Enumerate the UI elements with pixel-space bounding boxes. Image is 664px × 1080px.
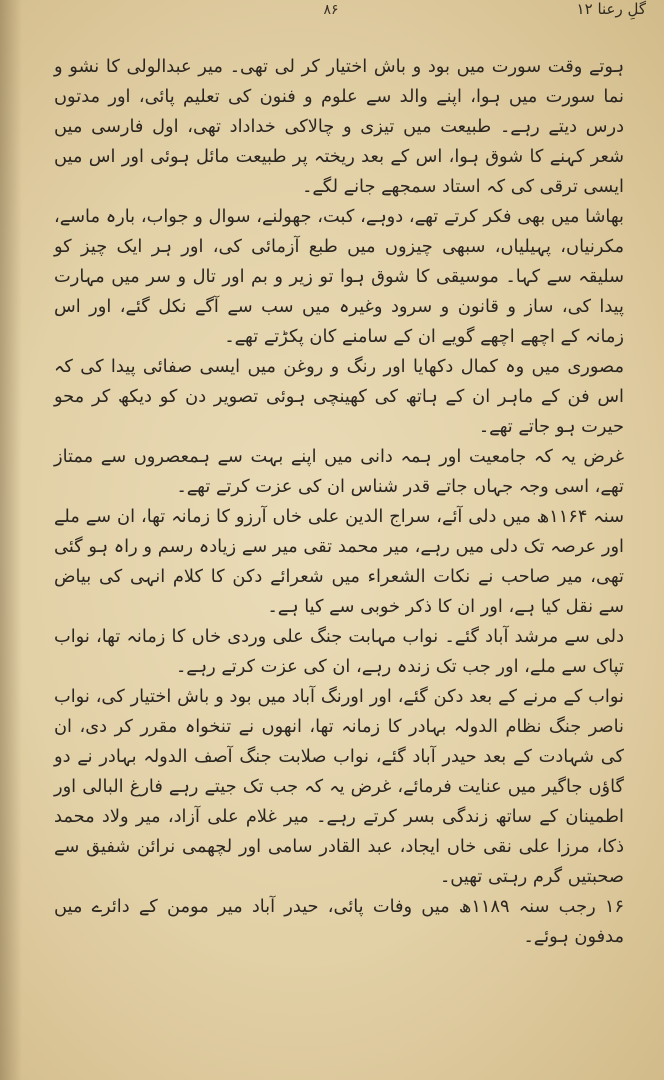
page-body [54,52,624,1060]
running-head: گلِ رعنا ۱۲ [576,0,646,18]
paragraph: مصوری میں وہ کمال دکھایا اور رنگ و روغن میں ایسی صفائی پیدا کی کہ اس فن کے ماہر ان کے ہاتھ کی کھینچی ہوئی تصویر دن کو دیکھ کر محو حیرت ہو جاتے تھے۔ [54,356,624,437]
paragraph: ہوتے وقت سورت میں بود و باش اختیار کر لی تھی۔ میر عبدالولی کا نشو و نما سورت میں ہوا، اپنے والد سے علوم و فنون کی تعلیم پائی، اور مدتوں درس دیتے رہے۔ طبیعت میں تیزی و چالاکی خداداد تھی، اول فارسی میں شعر کہنے کا شوق ہوا، اس کے بعد ریختہ پر طبیعت مائل ہوئی اور اس میں ایسی ترقی کی کہ استاد سمجھے جانے لگے۔ [54,56,624,197]
paragraph: دلی سے مرشد آباد گئے۔ نواب مہابت جنگ علی وردی خاں کا زمانہ تھا، نواب تپاک سے ملے، اور جب تک زندہ رہے، ان کی عزت کرتے رہے۔ [54,626,624,677]
paragraph: غرض یہ کہ جامعیت اور ہمہ دانی میں اپنے بہت سے ہمعصروں سے ممتاز تھے، اسی وجہ جہاں جاتے قدر شناس ان کی عزت کرتے تھے۔ [54,446,624,497]
page-number: ۸۶ [323,2,339,18]
binding-shadow [0,0,22,1080]
paragraph: نواب کے مرنے کے بعد دکن گئے، اور اورنگ آباد میں بود و باش اختیار کی، نواب ناصر جنگ نظام الدولہ بہادر کا زمانہ تھا، انھوں نے تنخواہ مقرر کر دی، ان کی شہادت کے بعد حیدر آباد گئے، نواب صلابت جنگ آصف الدولہ بہادر نے دو گاؤں جاگیر میں عنایت فرمائے، غرض یہ کہ جب تک جیتے رہے فارغ البالی اور اطمینان کے ساتھ زندگی بسر کرتے رہے۔ میر غلام علی آزاد، میر ولاد محمد ذکا، مرزا علی نقی خاں ایجاد، عبد القادر سامی اور لچھمی نرائن شفیق سے صحبتیں گرم رہتی تھیں۔ [54,686,624,887]
paragraph: بھاشا میں بھی فکر کرتے تھے، دوہے، کبت، جھولنے، سوال و جواب، بارہ ماسے، مکرنیاں، پہیلیاں، سبھی چیزوں میں طبع آزمائی کی، اور ہر ایک چیز کو سلیقہ سے کہا۔ موسیقی کا شوق ہوا تو زیر و بم اور تال و سر میں مہارت پیدا کی، ساز و قانون و سرود وغیرہ میں سب سے آگے نکل گئے، اور اس زمانہ کے اچھے اچھے گویے ان کے سامنے کان پکڑتے تھے۔ [54,206,624,347]
paragraph: سنہ ۱۱۶۴ھ میں دلی آئے، سراج الدین علی خاں آرزو کا زمانہ تھا، ان سے ملے اور عرصہ تک دلی میں رہے، میر محمد تقی میر سے زیادہ رسم و راہ ہو گئی تھی، میر صاحب نے نکات الشعراء میں شعرائے دکن کا کلام انہی کی بیاض سے نقل کیا ہے، اور ان کا ذکر خوبی سے کیا ہے۔ [54,506,624,617]
paragraph: ۱۶ رجب سنہ ۱۱۸۹ھ میں وفات پائی، حیدر آباد میر مومن کے دائرے میں مدفون ہوئے۔ [54,896,624,947]
